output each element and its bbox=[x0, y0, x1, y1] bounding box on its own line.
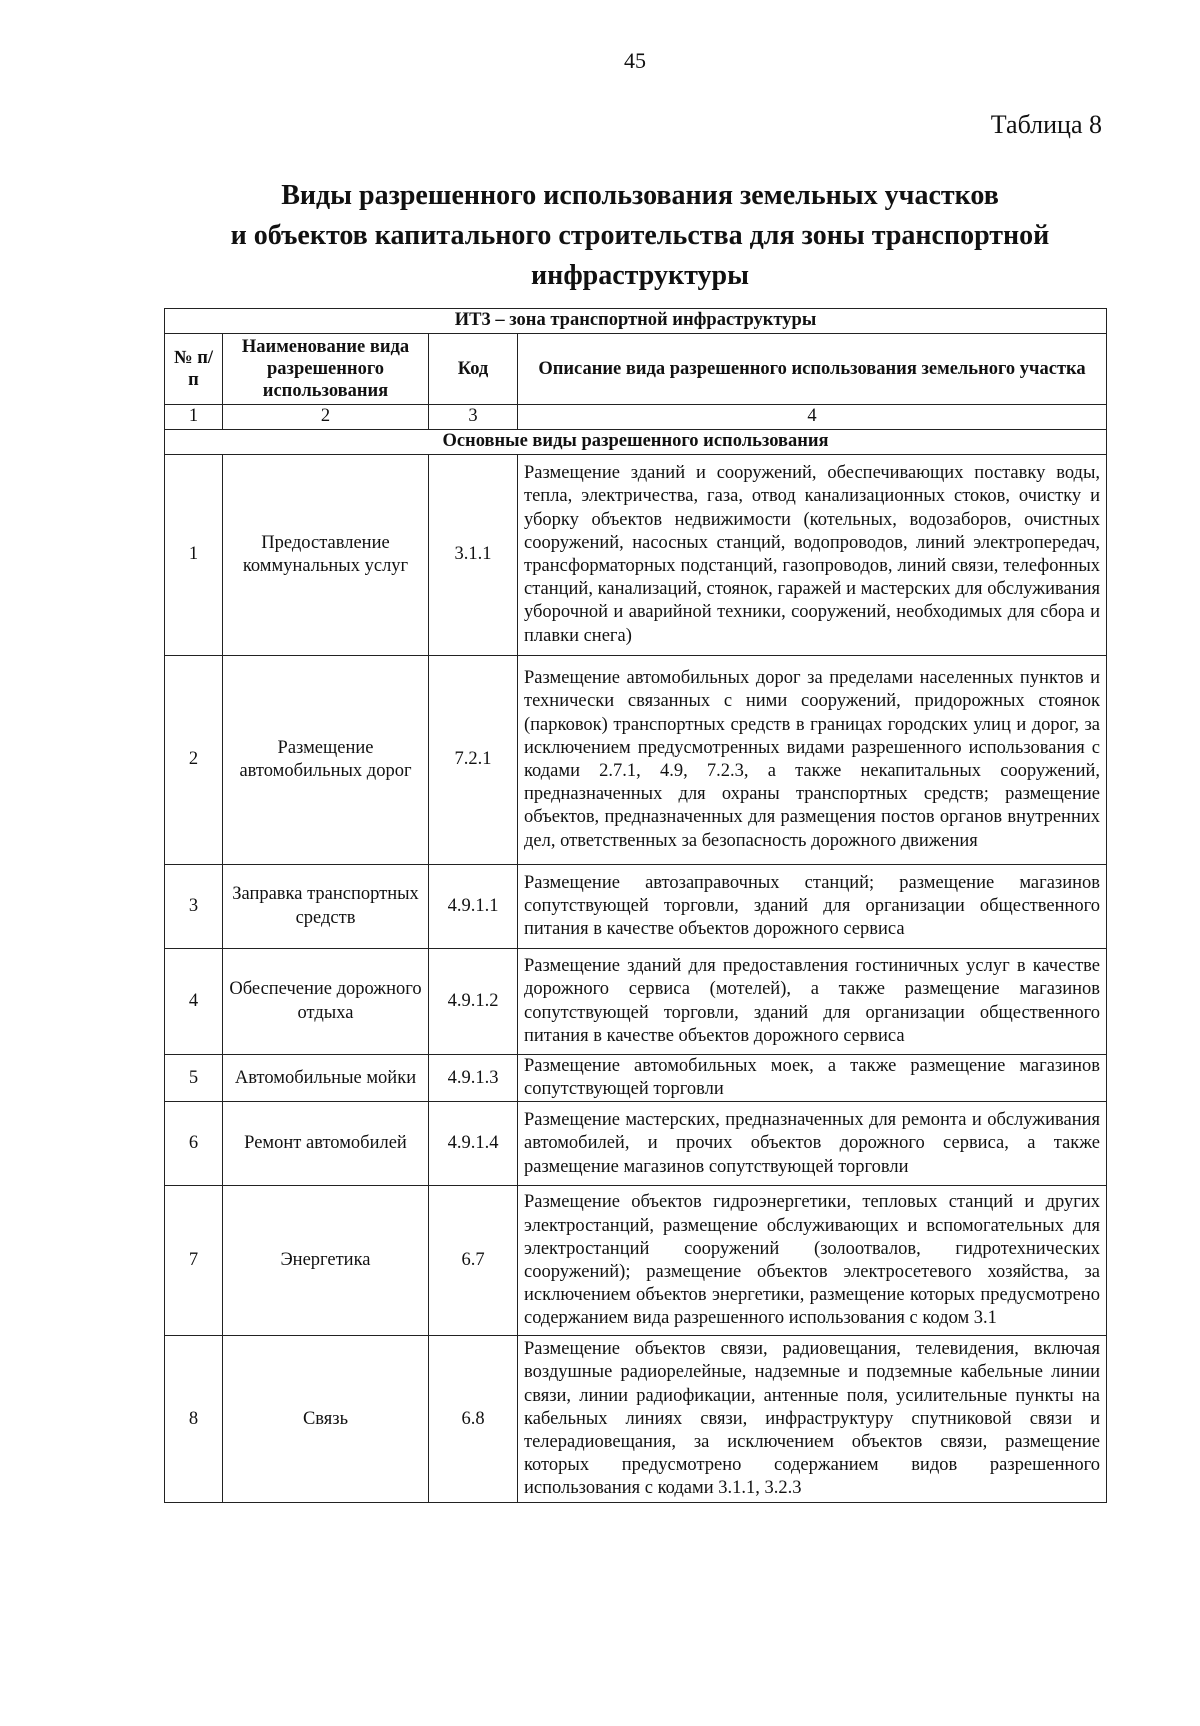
row-name: Обеспечение дорожного отдыха bbox=[223, 949, 429, 1055]
row-description: Размещение объектов связи, радиовещания, телевидения, включая воздушные радиорелейные, надземные и подземные кабельные линии связи, линии радиофикации, антенные поля, усилительные пункты на кабельных линиях связи, инфраструктуру спутниковой связи и телерадиовещания, за исключением объектов связи, размещение которых предусмотрено содержанием видов разрешенного использования с кодами 3.1.1, 3.2.3 bbox=[518, 1336, 1107, 1503]
row-name: Энергетика bbox=[223, 1186, 429, 1336]
column-numbers-row bbox=[165, 405, 1107, 430]
table-row bbox=[165, 455, 1107, 656]
row-description: Размещение мастерских, предназначенных для ремонта и обслуживания автомобилей, и прочих объектов дорожного сервиса, а также размещение магазинов сопутствующей торговли bbox=[518, 1102, 1107, 1186]
row-code: 4.9.1.3 bbox=[429, 1055, 518, 1102]
column-number: 1 bbox=[165, 405, 223, 430]
header-row bbox=[165, 334, 1107, 405]
row-code: 7.2.1 bbox=[429, 656, 518, 865]
table-row bbox=[165, 1055, 1107, 1102]
row-number: 1 bbox=[165, 455, 223, 656]
row-number: 4 bbox=[165, 949, 223, 1055]
table-row bbox=[165, 1336, 1107, 1503]
document-title bbox=[150, 176, 1130, 296]
header-desc: Описание вида разрешенного использования земельного участка bbox=[518, 334, 1107, 405]
section-row bbox=[165, 430, 1107, 455]
row-description: Размещение автомобильных моек, а также размещение магазинов сопутствующей торговли bbox=[518, 1055, 1107, 1102]
row-code: 3.1.1 bbox=[429, 455, 518, 656]
row-name: Ремонт автомобилей bbox=[223, 1102, 429, 1186]
row-code: 4.9.1.1 bbox=[429, 865, 518, 949]
row-number: 2 bbox=[165, 656, 223, 865]
zone-title-row bbox=[165, 309, 1107, 334]
row-code: 6.7 bbox=[429, 1186, 518, 1336]
row-code: 4.9.1.2 bbox=[429, 949, 518, 1055]
row-description: Размещение автомобильных дорог за пределами населенных пунктов и технически связанных с ними сооружений, придорожных стоянок (парковок) транспортных средств в границах городских улиц и дорог, за исключением предусмотренных видами разрешенного использования с кодами 2.7.1, 4.9, 7.2.3, а также некапитальных сооружений, предназначенных для охраны транспортных средств; размещение объектов, предназначенных для размещения постов органов внутренних дел, ответственных за безопасность дорожного движения bbox=[518, 656, 1107, 865]
row-code: 6.8 bbox=[429, 1336, 518, 1503]
row-name: Заправка транспортных средств bbox=[223, 865, 429, 949]
header-code: Код bbox=[429, 334, 518, 405]
table-label: Таблица 8 bbox=[990, 110, 1102, 139]
header-name: Наименование вида разрешенного использования bbox=[223, 334, 429, 405]
row-code: 4.9.1.4 bbox=[429, 1102, 518, 1186]
row-description: Размещение зданий и сооружений, обеспечивающих поставку воды, тепла, электричества, газа, отвод канализационных стоков, очистку и уборку объектов недвижимости (котельных, водозаборов, очистных сооружений, насосных станций, водопроводов, линий электропередач, трансформаторных подстанций, газопроводов, линий связи, телефонных станций, канализаций, стоянок, гаражей и мастерских для обслуживания уборочной и аварийной техники, сооружений, необходимых для сбора и плавки снега) bbox=[518, 455, 1107, 656]
row-name: Автомобильные мойки bbox=[223, 1055, 429, 1102]
column-number: 3 bbox=[429, 405, 518, 430]
title-line-1: Виды разрешенного использования земельных участков bbox=[281, 180, 999, 211]
row-name: Размещение автомобильных дорог bbox=[223, 656, 429, 865]
table-row bbox=[165, 1102, 1107, 1186]
column-number: 4 bbox=[518, 405, 1107, 430]
row-number: 3 bbox=[165, 865, 223, 949]
table-row bbox=[165, 656, 1107, 865]
row-number: 5 bbox=[165, 1055, 223, 1102]
table-row bbox=[165, 949, 1107, 1055]
column-number: 2 bbox=[223, 405, 429, 430]
title-line-2: и объектов капитального строительства для зоны транспортной bbox=[230, 220, 1050, 251]
section-title: Основные виды разрешенного использования bbox=[165, 430, 1107, 455]
row-name: Связь bbox=[223, 1336, 429, 1503]
row-description: Размещение зданий для предоставления гостиничных услуг в качестве дорожного сервиса (мотелей), а также размещение магазинов сопутствующей торговли, зданий для организации общественного питания в качестве объектов дорожного сервиса bbox=[518, 949, 1107, 1055]
row-number: 6 bbox=[165, 1102, 223, 1186]
row-name: Предоставление коммунальных услуг bbox=[223, 455, 429, 656]
row-number: 7 bbox=[165, 1186, 223, 1336]
zone-title: ИТ3 – зона транспортной инфраструктуры bbox=[165, 309, 1107, 334]
row-number: 8 bbox=[165, 1336, 223, 1503]
page-number: 45 bbox=[624, 48, 646, 73]
header-num: № п/п bbox=[165, 334, 223, 405]
row-description: Размещение объектов гидроэнергетики, тепловых станций и других электростанций, размещение обслуживающих и вспомогательных для электростанций сооружений (золоотвалов, гидротехнических сооружений); размещение объектов электросетевого хозяйства, за исключением объектов энергетики, размещение которых предусмотрено содержанием вида разрешенного использования с кодом 3.1 bbox=[518, 1186, 1107, 1336]
title-line-3: инфраструктуры bbox=[531, 260, 749, 291]
row-description: Размещение автозаправочных станций; размещение магазинов сопутствующей торговли, зданий для организации общественного питания в качестве объектов дорожного сервиса bbox=[518, 865, 1107, 949]
table-row bbox=[165, 1186, 1107, 1336]
land-use-table bbox=[164, 308, 1107, 1503]
table-row bbox=[165, 865, 1107, 949]
